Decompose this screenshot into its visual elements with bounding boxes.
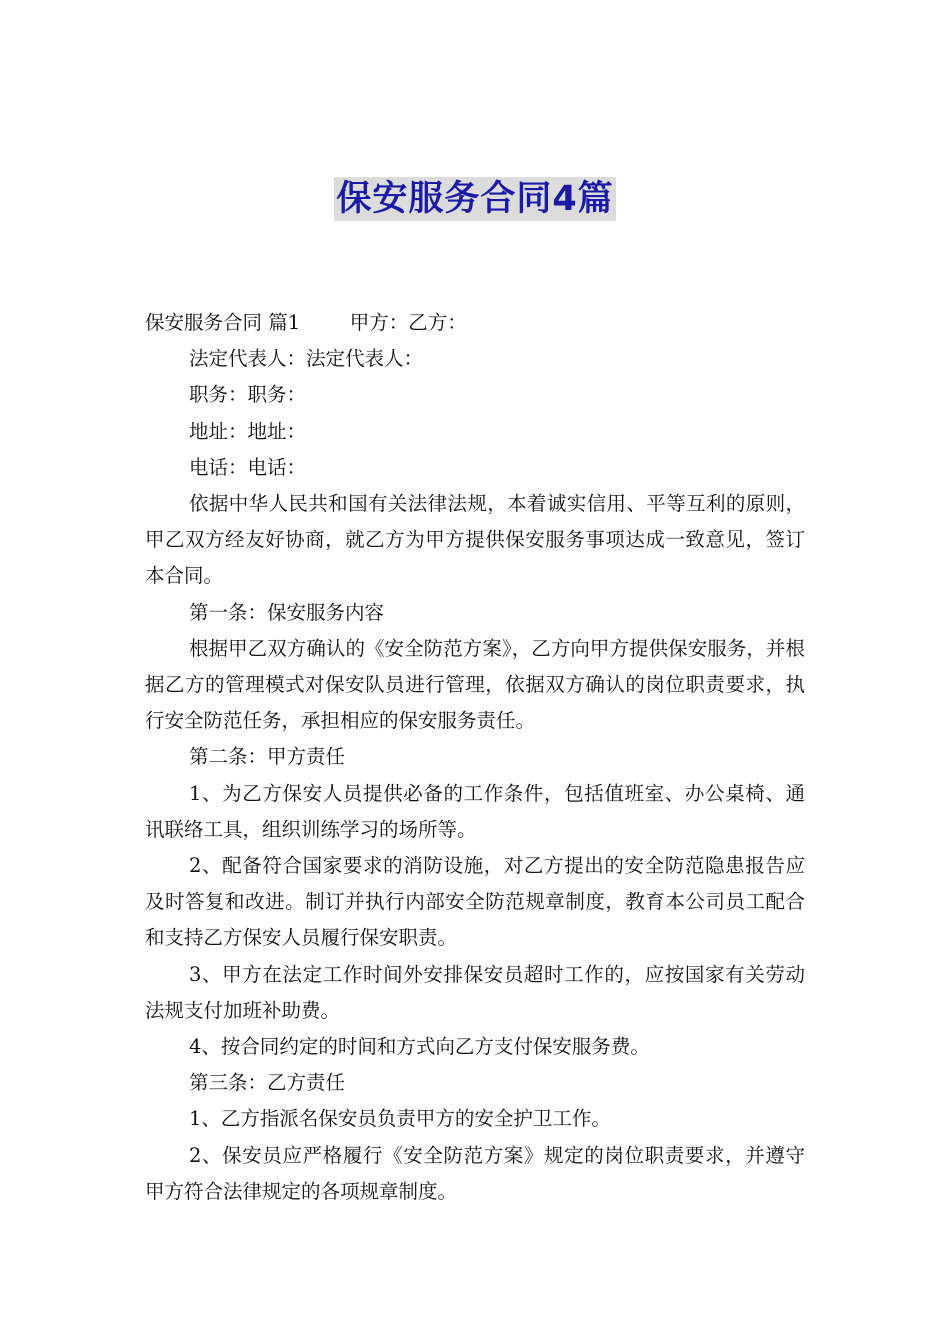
paragraph: 第三条：乙方责任 [189,1071,346,1095]
paragraph: 3、甲方在法定工作时间外安排保安员超时工作的，应按国家有关劳动法规支付加班补助费。 [145,962,805,1022]
paragraph: 1、为乙方保安人员提供必备的工作条件，包括值班室、办公桌椅、通讯联络工具，组织训练学习的场所等。 [145,781,805,841]
document-body [145,305,805,1210]
paragraph: 法定代表人：法定代表人： [189,347,424,371]
paragraph: 根据甲乙双方确认的《安全防范方案》，乙方向甲方提供保安服务，并根据乙方的管理模式对保安队员进行管理，依据双方确认的岗位职责要求，执行安全防范任务，承担相应的保安服务责任。 [145,636,805,733]
section-heading: 保安服务合同 篇1 [145,311,301,334]
paragraph: 职务：职务： [189,383,307,407]
document-title: 保安服务合同4篇 [336,179,614,219]
paragraph: 2、配备符合国家要求的消防设施，对乙方提出的安全防范隐患报告应及时答复和改进。制订并执行内部安全防范规章制度，教育本公司员工配合和支持乙方保安人员履行保安职责。 [145,854,805,950]
paragraph: 电话：电话： [189,455,307,479]
paragraph: 地址：地址： [189,419,307,443]
paragraph: 2、保安员应严格履行《安全防范方案》规定的岗位职责要求，并遵守甲方符合法律规定的各项规章制度。 [145,1143,805,1203]
paragraph: 4、按合同约定的时间和方式向乙方支付保安服务费。 [189,1035,650,1059]
paragraph-list [145,341,805,1210]
paragraph: 第一条：保安服务内容 [189,600,385,624]
paragraph: 第二条：甲方责任 [189,745,346,769]
parties-line: 甲方：乙方： [349,311,467,334]
title-container [0,177,950,221]
first-line [145,305,805,341]
paragraph: 1、乙方指派名保安员负责甲方的安全护卫工作。 [189,1107,611,1131]
paragraph: 依据中华人民共和国有关法律法规，本着诚实信用、平等互利的原则，甲乙双方经友好协商，就乙方为甲方提供保安服务事项达成一致意见，签订本合同。 [145,492,805,588]
